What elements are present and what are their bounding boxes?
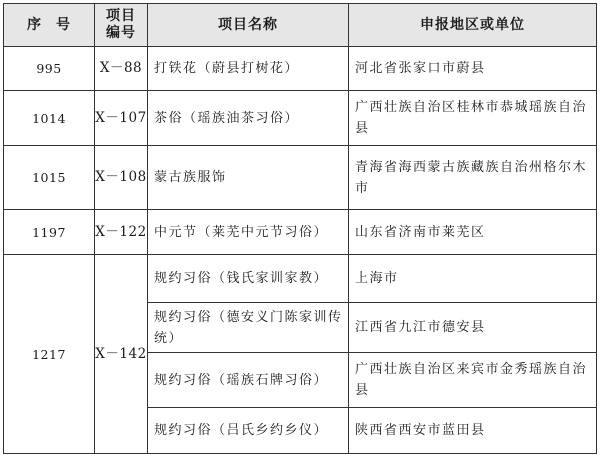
row-region: 山东省济南市莱芜区 bbox=[349, 210, 597, 255]
row-seq: 1014 bbox=[4, 91, 95, 146]
header-row bbox=[4, 4, 597, 47]
table-row bbox=[4, 91, 597, 146]
row-seq: 1015 bbox=[4, 146, 95, 210]
header-seq: 序 号 bbox=[4, 4, 95, 47]
heritage-table bbox=[3, 3, 597, 454]
row-code: Ⅹ－108 bbox=[95, 146, 148, 210]
row-name: 茶俗（瑶族油茶习俗） bbox=[148, 91, 349, 146]
table-row bbox=[4, 255, 597, 303]
row-seq: 995 bbox=[4, 47, 95, 91]
header-code: 项目 编号 bbox=[95, 4, 148, 47]
row-code: Ⅹ－142 bbox=[95, 255, 148, 454]
row-region: 广西壮族自治区来宾市金秀瑶族自治县 bbox=[349, 353, 597, 408]
row-region: 陕西省西安市蓝田县 bbox=[349, 408, 597, 454]
header-region: 申报地区或单位 bbox=[349, 4, 597, 47]
row-region: 青海省海西蒙古族藏族自治州格尔木市 bbox=[349, 146, 597, 210]
row-region: 江西省九江市德安县 bbox=[349, 303, 597, 353]
row-seq: 1217 bbox=[4, 255, 95, 454]
row-region: 广西壮族自治区桂林市恭城瑶族自治县 bbox=[349, 91, 597, 146]
header-name: 项目名称 bbox=[148, 4, 349, 47]
row-region: 河北省张家口市蔚县 bbox=[349, 47, 597, 91]
row-region: 上海市 bbox=[349, 255, 597, 303]
row-name: 中元节（莱芜中元节习俗） bbox=[148, 210, 349, 255]
table-row bbox=[4, 47, 597, 91]
table-row bbox=[4, 210, 597, 255]
row-name: 规约习俗（德安义门陈家训传统） bbox=[148, 303, 349, 353]
row-code: Ⅹ－107 bbox=[95, 91, 148, 146]
row-name: 规约习俗（钱氏家训家教） bbox=[148, 255, 349, 303]
row-name: 规约习俗（吕氏乡约乡仪） bbox=[148, 408, 349, 454]
row-code: Ⅹ－88 bbox=[95, 47, 148, 91]
row-name: 打铁花（蔚县打树花） bbox=[148, 47, 349, 91]
table-row bbox=[4, 146, 597, 210]
row-code: Ⅹ－122 bbox=[95, 210, 148, 255]
row-name: 蒙古族服饰 bbox=[148, 146, 349, 210]
row-seq: 1197 bbox=[4, 210, 95, 255]
row-name: 规约习俗（瑶族石牌习俗） bbox=[148, 353, 349, 408]
